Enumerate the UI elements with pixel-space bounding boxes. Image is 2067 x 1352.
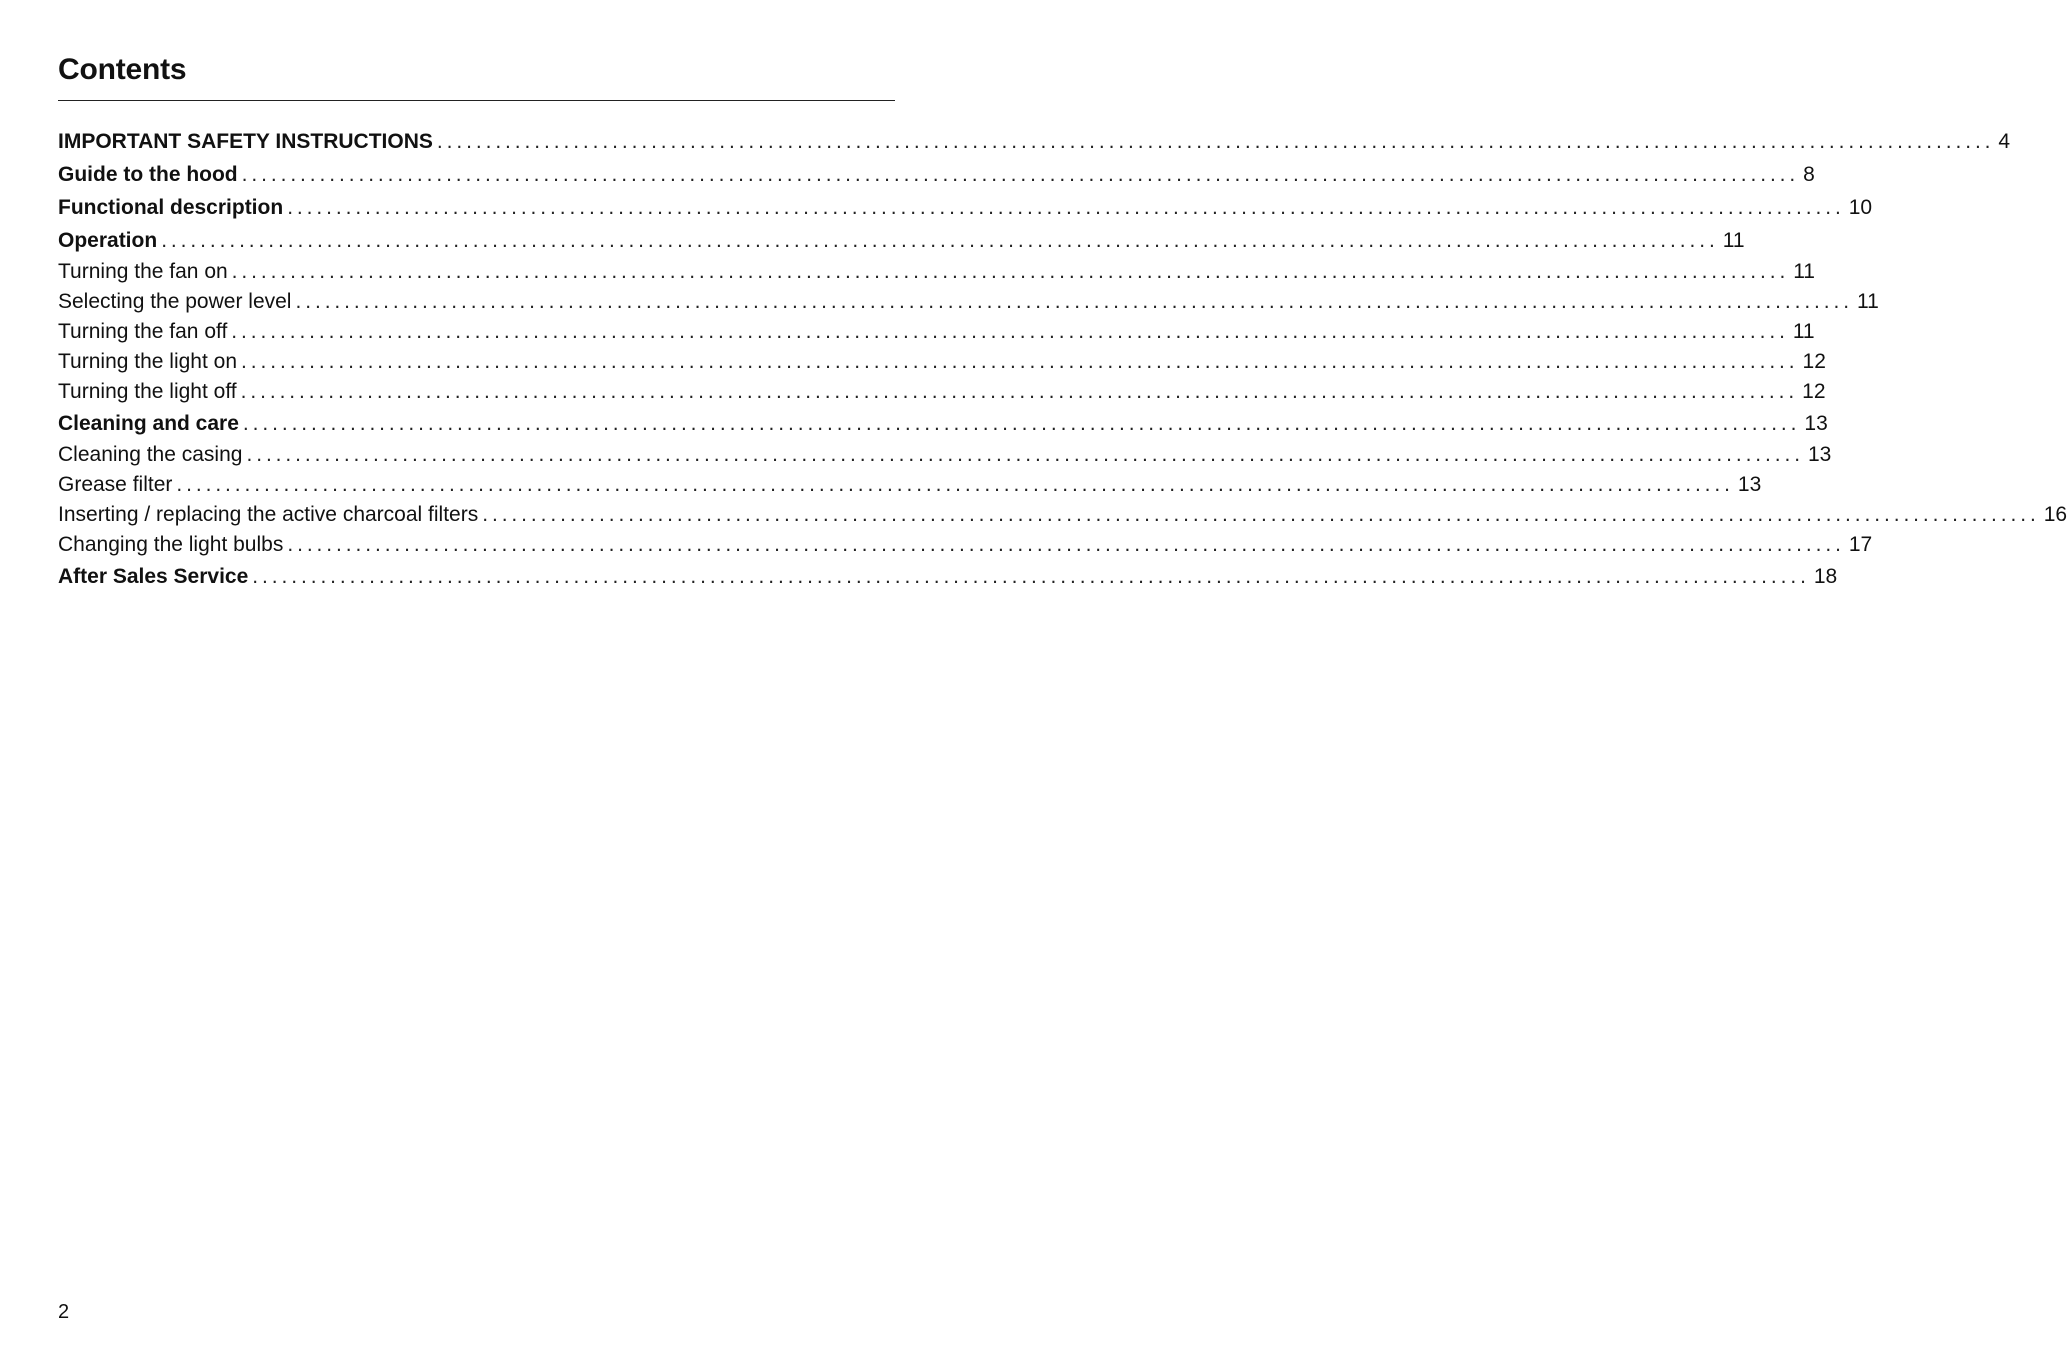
toc-entry-page: 13 bbox=[1737, 473, 1762, 496]
toc-entry-after-sales-service[interactable] bbox=[58, 560, 1838, 593]
toc-entry-operation[interactable] bbox=[58, 224, 1745, 257]
toc-entry-page: 4 bbox=[1998, 130, 2011, 153]
toc-entry-turning-the-light-on[interactable] bbox=[58, 347, 1826, 377]
dot-leader: ................................................................................................................................................................ bbox=[231, 260, 1790, 283]
toc-entry-page: 16 bbox=[2043, 503, 2067, 526]
toc-entry-changing-the-light-bulbs[interactable] bbox=[58, 530, 1873, 560]
dot-leader: ................................................................................................................................................................ bbox=[295, 290, 1853, 313]
toc-entry-label: Grease filter bbox=[58, 473, 173, 496]
toc-entry-turning-the-fan-on[interactable] bbox=[58, 257, 1815, 287]
toc-entry-page: 17 bbox=[1848, 533, 1873, 556]
toc-entry-page: 13 bbox=[1804, 412, 1828, 435]
toc-entry-important-safety-instructions[interactable] bbox=[58, 125, 2011, 158]
toc-entry-label: Changing the light bulbs bbox=[58, 533, 284, 556]
dot-leader: ................................................................................................................................................................ bbox=[161, 229, 1719, 252]
dot-leader: ................................................................................................................................................................ bbox=[242, 412, 1801, 435]
toc-entry-functional-description[interactable] bbox=[58, 191, 1873, 224]
dot-leader: ................................................................................................................................................................ bbox=[482, 503, 2040, 526]
toc-entry-label: After Sales Service bbox=[58, 565, 249, 588]
dot-leader: ................................................................................................................................................................ bbox=[287, 533, 1845, 556]
toc-entry-page: 8 bbox=[1803, 163, 1815, 186]
toc-entry-grease-filter[interactable] bbox=[58, 470, 1762, 500]
toc-entry-label: Turning the fan on bbox=[58, 260, 228, 283]
toc-entry-page: 11 bbox=[1792, 320, 1815, 343]
toc-entry-cleaning-and-care[interactable] bbox=[58, 407, 1828, 440]
toc-entry-page: 13 bbox=[1807, 443, 1832, 466]
toc-entry-label: Selecting the power level bbox=[58, 290, 292, 313]
toc-entry-page: 12 bbox=[1802, 350, 1826, 373]
toc-entry-label: Cleaning the casing bbox=[58, 443, 243, 466]
toc-entry-turning-the-light-off[interactable] bbox=[58, 377, 1826, 407]
toc-entry-cleaning-the-casing[interactable] bbox=[58, 440, 1832, 470]
toc-entry-guide-to-the-hood[interactable] bbox=[58, 158, 1815, 191]
toc-entry-label: Functional description bbox=[58, 196, 284, 219]
dot-leader: ................................................................................................................................................................ bbox=[240, 380, 1799, 403]
toc-entry-page: 10 bbox=[1848, 196, 1873, 219]
toc-entry-label: Inserting / replacing the active charcoal filters bbox=[58, 503, 479, 526]
toc-entry-page: 11 bbox=[1857, 290, 1879, 313]
page-title: Contents bbox=[58, 53, 187, 86]
toc-entry-label: Cleaning and care bbox=[58, 412, 239, 435]
table-of-contents bbox=[58, 125, 2067, 593]
toc-entry-page: 12 bbox=[1802, 380, 1826, 403]
toc-entry-turning-the-fan-off[interactable] bbox=[58, 317, 1815, 347]
toc-entry-label: IMPORTANT SAFETY INSTRUCTIONS bbox=[58, 130, 433, 153]
toc-entry-label: Guide to the hood bbox=[58, 163, 238, 186]
toc-entry-selecting-the-power-level[interactable] bbox=[58, 287, 1879, 317]
dot-leader: ................................................................................................................................................................ bbox=[231, 320, 1789, 343]
toc-entry-label: Turning the light on bbox=[58, 350, 238, 373]
toc-entry-page: 11 bbox=[1722, 229, 1745, 252]
toc-entry-label: Turning the fan off bbox=[58, 320, 228, 343]
dot-leader: ................................................................................................................................................................ bbox=[436, 130, 1995, 153]
dot-leader: ................................................................................................................................................................ bbox=[241, 350, 1799, 373]
title-divider bbox=[58, 100, 895, 101]
dot-leader: ................................................................................................................................................................ bbox=[176, 473, 1734, 496]
page-number: 2 bbox=[58, 1301, 70, 1323]
toc-entry-inserting-replacing-charcoal-filters[interactable] bbox=[58, 500, 2067, 530]
toc-entry-label: Turning the light off bbox=[58, 380, 237, 403]
toc-entry-page: 18 bbox=[1813, 565, 1838, 588]
toc-entry-label: Operation bbox=[58, 229, 158, 252]
dot-leader: ................................................................................................................................................................ bbox=[241, 163, 1800, 186]
dot-leader: ................................................................................................................................................................ bbox=[246, 443, 1804, 466]
toc-entry-page: 11 bbox=[1793, 260, 1815, 283]
dot-leader: ................................................................................................................................................................ bbox=[252, 565, 1810, 588]
dot-leader: ................................................................................................................................................................ bbox=[287, 196, 1845, 219]
